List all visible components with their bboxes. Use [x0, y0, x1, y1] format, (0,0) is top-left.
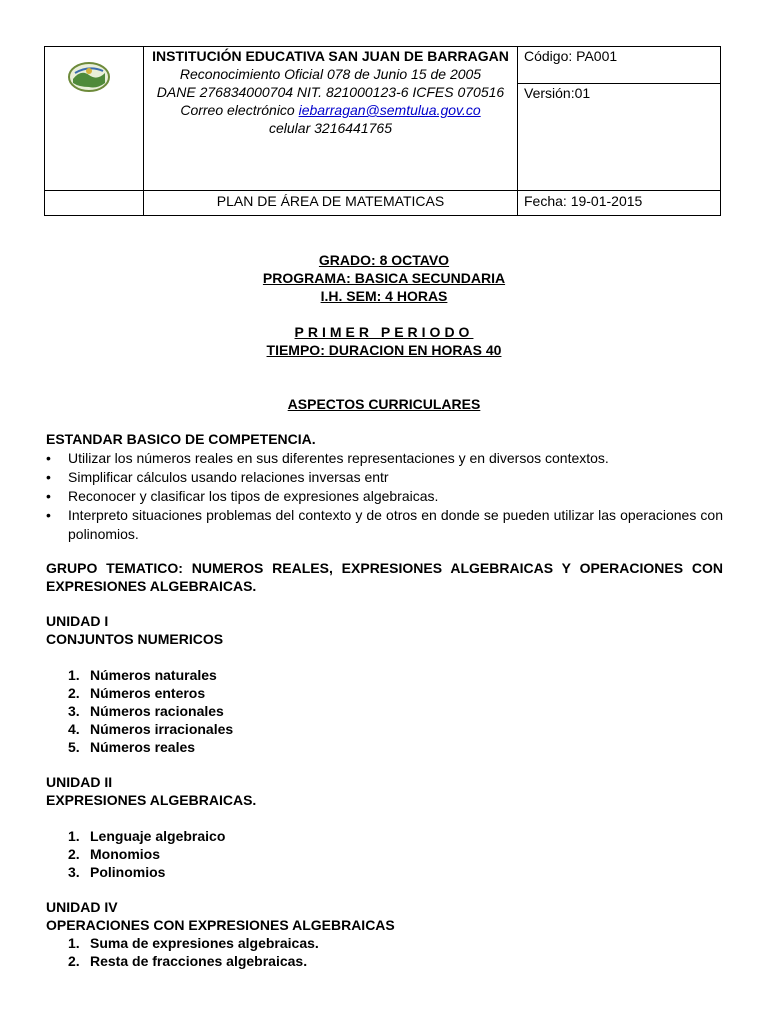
hours-heading: I.H. SEM: 4 HORAS — [320, 288, 448, 304]
email-label: Correo electrónico — [180, 102, 299, 118]
standard-list — [46, 449, 723, 544]
list-item: 4. Números irracionales — [68, 721, 234, 737]
list-item: 2. Números enteros — [68, 685, 206, 701]
dane-text: DANE 276834000704 NIT. 821000123-6 ICFES 070516 — [156, 84, 505, 100]
list-item: • Simplificar cálculos usando relaciones inversas entr — [46, 468, 723, 487]
plan-text: PLAN DE ÁREA DE MATEMATICAS — [216, 193, 445, 209]
unit-label: UNIDAD II — [46, 774, 113, 790]
unit-label: UNIDAD IV — [46, 899, 118, 915]
list-item: 5. Números reales — [68, 739, 196, 755]
institution-cell — [144, 47, 518, 191]
code-text: Código: PA001 — [524, 48, 618, 64]
unit-title: OPERACIONES CON EXPRESIONES ALGEBRAICAS — [46, 917, 395, 933]
version-text: Versión:01 — [524, 85, 591, 101]
list-item: 2. Resta de fracciones algebraicas. — [68, 953, 308, 969]
list-item: 3. Números racionales — [68, 703, 224, 719]
email-link[interactable]: iebarragan@semtulua.gov.co — [298, 102, 481, 118]
grade-heading: GRADO: 8 OCTAVO — [318, 252, 450, 268]
plan-cell — [144, 191, 518, 216]
date-cell — [518, 191, 721, 216]
list-item: • Reconocer y clasificar los tipos de expresiones algebraicas. — [46, 487, 723, 506]
empty-cell — [45, 191, 144, 216]
list-item: 2. Monomios — [68, 846, 160, 862]
thematic-group: GRUPO TEMATICO: NUMEROS REALES, EXPRESIONES ALGEBRAICAS Y OPERACIONES CON EXPRESIONES ALGEBRAICAS. — [46, 560, 723, 594]
list-item: 1. Números naturales — [68, 667, 217, 683]
standard-title: ESTANDAR BASICO DE COMPETENCIA. — [46, 431, 316, 447]
header-table — [44, 46, 721, 216]
unit-label: UNIDAD I — [46, 613, 109, 629]
unit-4-list — [68, 934, 319, 970]
school-crest-icon — [67, 61, 111, 93]
recognition-text: Reconocimiento Oficial 078 de Junio 15 de 2005 — [179, 66, 482, 82]
period-heading: PRIMER PERIODO — [294, 324, 474, 340]
unit-title: EXPRESIONES ALGEBRAICAS. — [46, 792, 257, 808]
phone-text: celular 3216441765 — [269, 120, 392, 136]
time-heading: TIEMPO: DURACION EN HORAS 40 — [266, 342, 502, 358]
list-item: 1. Lenguaje algebraico — [68, 828, 226, 844]
list-item: 3. Polinomios — [68, 864, 166, 880]
code-cell — [518, 47, 721, 84]
unit-title: CONJUNTOS NUMERICOS — [46, 631, 224, 647]
institution-name: INSTITUCIÓN EDUCATIVA SAN JUAN DE BARRAGAN — [152, 48, 509, 64]
unit-1-list — [68, 666, 233, 756]
version-cell — [518, 84, 721, 191]
program-heading: PROGRAMA: BASICA SECUNDARIA — [262, 270, 506, 286]
date-text: Fecha: 19-01-2015 — [524, 193, 643, 209]
list-item: • Utilizar los números reales en sus diferentes representaciones y en diversos contextos. — [46, 449, 723, 468]
email-line — [144, 101, 517, 119]
unit-2-list — [68, 827, 225, 881]
list-item: • Interpreto situaciones problemas del contexto y de otros en donde se pueden utilizar las operaciones con polinomios. — [46, 506, 723, 544]
logo-cell — [45, 47, 144, 191]
list-item: 1. Suma de expresiones algebraicas. — [68, 935, 319, 951]
aspects-heading: ASPECTOS CURRICULARES — [287, 396, 481, 412]
